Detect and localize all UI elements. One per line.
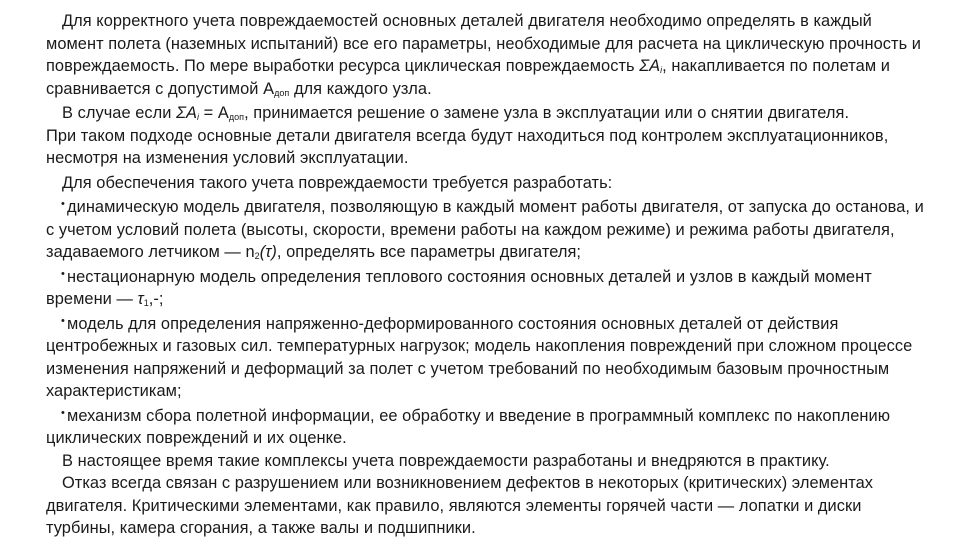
- bullet-icon: •: [61, 314, 65, 327]
- slide-text-body: [46, 10, 926, 540]
- paragraph-replacement-decision: [46, 102, 926, 125]
- bullet-item-data-collection: [46, 405, 926, 450]
- bullet-icon: •: [61, 406, 65, 419]
- paragraph-current-state: В настоящее время такие комплексы учета повреждаемости разработаны и внедряются в практику.: [62, 451, 830, 470]
- subscript-i: i: [660, 65, 663, 75]
- paragraph-critical-elements: Отказ всегда связан с разрушением или возникновением дефектов в некоторых (критических) элементах двигателя. Критическими элементами, как правило, являются элементы горячей части — лопатки и диски турбины, камера сгорания, а также валы и подшипники.: [46, 474, 874, 537]
- tau-symbol: τ: [137, 290, 144, 308]
- subscript-1: 1: [143, 298, 149, 308]
- text: , принимается решение о замене узла в эксплуатации или о снятии двигателя.: [244, 104, 850, 122]
- tau-symbol: (τ): [259, 243, 277, 261]
- text: механизм сбора полетной информации, ее обработку и введение в программный комплекс по накоплению циклических повреждений и их оценке.: [46, 406, 891, 447]
- bullet-item-stress-model: [46, 313, 926, 403]
- text: динамическую модель двигателя, позволяющую в каждый момент работы двигателя, от запуска до останова, и с учетом условий полета (высоты, скорости, времени работы на каждом режиме) и режима работы двигателя, задаваемого летчиком — n: [46, 198, 924, 261]
- bullet-item-dynamic-model: [46, 196, 926, 264]
- subscript-dop: доп: [274, 87, 290, 98]
- text: ,-;: [148, 290, 164, 308]
- text: В случае если: [62, 104, 177, 122]
- subscript-i: i: [196, 112, 199, 122]
- bullet-icon: •: [61, 267, 65, 280]
- text: , определять все параметры двигателя;: [276, 243, 581, 261]
- bullet-icon: •: [61, 198, 65, 210]
- subscript-2: 2: [254, 251, 260, 261]
- paragraph-damage-accounting: [46, 10, 926, 100]
- sum-symbol: ΣA: [639, 57, 661, 75]
- bullet-item-thermal-model: [46, 266, 926, 311]
- text: Для корректного учета повреждаемостей основных деталей двигателя необходимо определять в каждый момент полета (наземных испытаний) все его параметры, необходимые для расчета на циклическую прочность и повреждаемость. По мере выработки ресурса циклическая повреждаемость: [46, 12, 921, 75]
- text: для каждого узла.: [289, 79, 432, 98]
- text: , накапливается по полетам и сравнивается с допустимой А: [46, 57, 890, 98]
- sum-symbol: ΣA: [176, 104, 197, 122]
- text: нестационарную модель определения теплового состояния основных деталей и узлов в каждый момент времени —: [46, 267, 872, 308]
- paragraph-requirements-intro: Для обеспечения такого учета повреждаемости требуется разработать:: [62, 173, 613, 192]
- text: = А: [199, 104, 229, 122]
- text: модель для определения напряженно-деформированного состояния основных деталей от действия центробежных и газовых сил. температурных нагрузок; модель накопления повреждений при сложном процессе изменения напряжений и деформаций за полет с учетом требований по необходимым базовым прочностным характеристикам;: [46, 314, 913, 400]
- paragraph-control: При таком подходе основные детали двигателя всегда будут находиться под контролем эксплуатационников, несмотря на изменения условий эксплуатации.: [46, 126, 889, 167]
- subscript-dop: доп: [228, 112, 245, 122]
